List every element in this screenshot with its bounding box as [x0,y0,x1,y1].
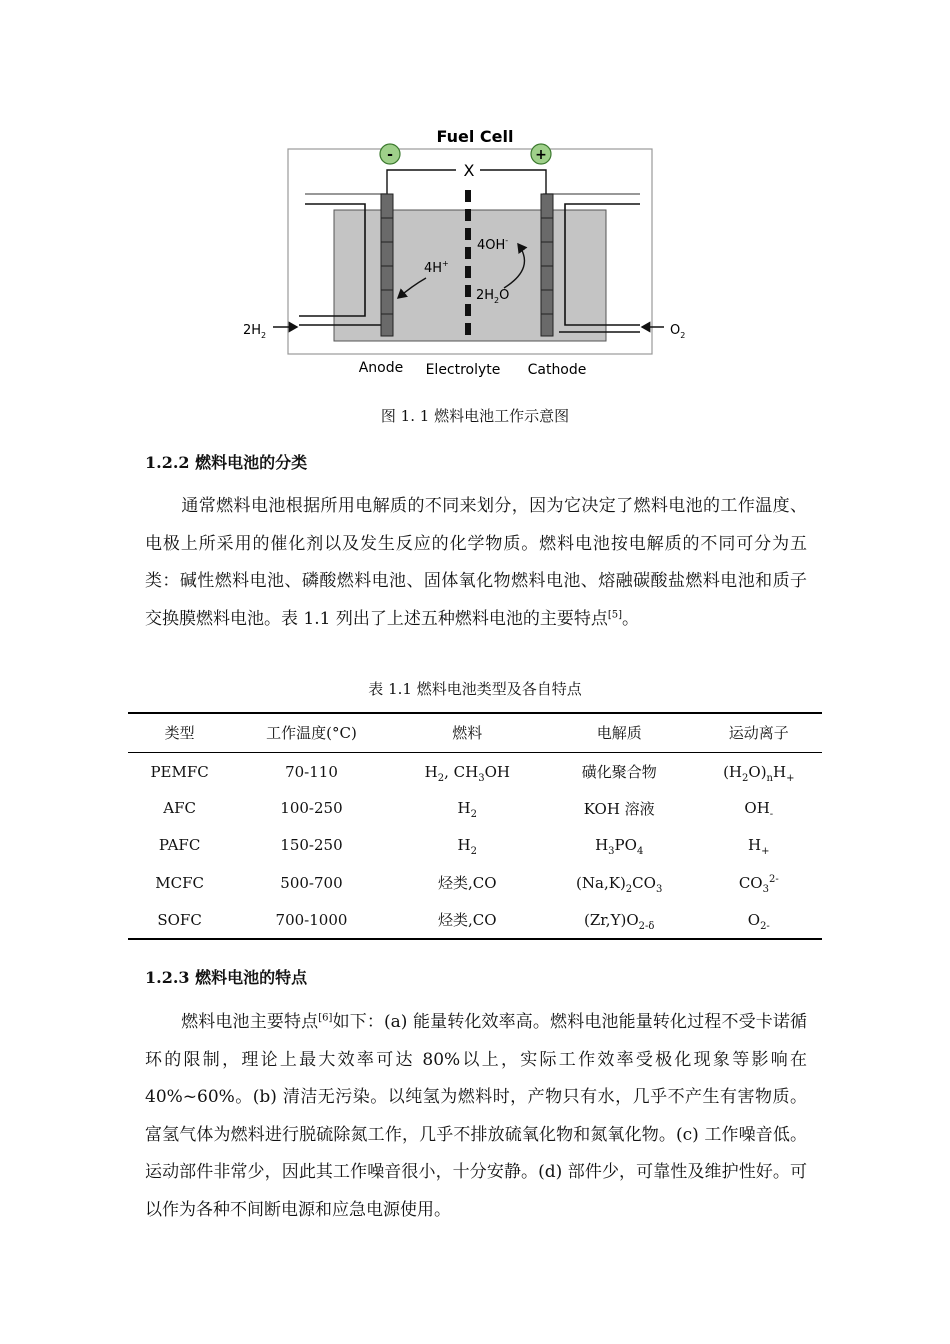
formula-text: CO [632,873,656,892]
formula-text: (Zr,Y)O [584,910,639,929]
cell-electrolyte [543,752,696,789]
anode-electrode [381,194,393,336]
paragraph-classification-end: 。 [622,608,640,629]
subscript: 3 [762,883,769,895]
cathode-label: Cathode [527,362,587,378]
figure-title: Fuel Cell [436,127,514,146]
cell-type: AFC [163,799,196,818]
electrolyte-label: Electrolyte [425,362,501,378]
fuel-cell-schematic [240,118,710,388]
cell-fuel [392,827,543,864]
table-row [128,902,822,939]
proton-label: 4H+ [424,259,449,276]
header-type: 类型 [128,713,231,752]
formula-text: H [457,799,471,818]
cell-fuel [392,902,543,939]
cell-temperature: 100-250 [280,799,343,818]
subscript: n [766,772,773,784]
table-row [128,789,822,826]
cell-fuel [392,752,543,789]
cell-type: MCFC [155,873,204,892]
fuel-cell-diagram [240,118,710,388]
formula-text: H [748,836,762,855]
formula-text: 磺化聚合物 [581,763,657,782]
formula-text: (Na,K) [576,873,626,892]
water-label: $2H_2O$ [476,288,510,305]
cell-electrolyte [543,864,696,901]
subscript: - [769,809,774,821]
subscript: 2- [760,920,770,932]
subscript: 2 [625,883,633,895]
h2-inlet-label: $2H_2$ [243,323,267,340]
cathode-electrode [541,194,553,336]
subscript: 2-δ [638,920,655,932]
superscript: 2- [768,873,779,885]
section-heading-1-2-3: 1.2.3 燃料电池的特点 [145,968,308,987]
cell-fuel [392,789,543,826]
fuel-cell-types-table [128,712,822,940]
header-electrolyte: 电解质 [543,713,696,752]
formula-text: O [747,910,761,929]
cell-mobile-ion [696,864,822,901]
subscript: 2 [470,809,478,821]
subscript: 4 [636,846,644,858]
formula-text: O) [748,762,767,781]
cell-temperature: 500-700 [280,873,343,892]
cell-mobile-ion [696,752,822,789]
table-caption: 表 1.1 燃料电池类型及各自特点 [368,680,582,698]
load-label: X [463,161,475,180]
hydroxide-label: 4OH- [477,236,509,253]
cell-type: SOFC [157,910,202,929]
section-heading-1-2-2: 1.2.2 燃料电池的分类 [145,453,308,472]
subscript: 3 [655,883,663,895]
formula-text: KOH 溶液 [583,799,655,818]
formula-text: 烃类,CO [438,874,497,893]
paragraph-features-start: 燃料电池主要特点 [181,1012,319,1032]
negative-terminal [380,144,400,164]
paragraph-classification [145,488,807,638]
table-row [128,827,822,864]
subscript: 2 [470,846,478,858]
table-row [128,864,822,901]
cell-electrolyte [543,789,696,826]
anode-label: Anode [358,360,404,376]
subscript: 3 [478,772,485,784]
formula-text: H [595,836,609,855]
cell-type: PAFC [158,836,201,855]
table-row [128,752,822,789]
o2-inlet-label: $O_2$ [670,323,686,340]
formula-text: OH [744,799,770,818]
formula-text: H [457,836,471,855]
formula-text: PO [614,836,637,855]
subscript: + [786,772,795,784]
positive-terminal [531,144,551,164]
cell-electrolyte [543,902,696,939]
formula-text: H [773,762,787,781]
formula-text: H [424,762,438,781]
figure-caption: 图 1. 1 燃料电池工作示意图 [380,407,570,425]
citation-6: [6] [318,1012,333,1024]
table-header-row [128,713,822,752]
formula-text: (H [723,762,743,781]
formula-text: , CH [444,762,479,781]
header-temperature: 工作温度(°C) [231,713,392,752]
subscript: 2 [742,772,749,784]
cell-temperature: 70-110 [285,762,338,781]
header-mobile-ion: 运动离子 [696,713,822,752]
cell-mobile-ion [696,789,822,826]
citation-5: [5] [607,608,623,620]
subscript: 2 [437,772,445,784]
cell-temperature: 150-250 [280,836,343,855]
cell-temperature: 700-1000 [275,910,348,929]
header-fuel: 燃料 [392,713,543,752]
formula-text: OH [484,762,510,781]
subscript: + [761,846,770,858]
cell-mobile-ion [696,827,822,864]
paragraph-features [145,1004,807,1229]
cell-electrolyte [543,827,696,864]
plus-sign: + [535,147,547,163]
formula-text: CO [738,873,763,892]
cell-type: PEMFC [150,762,209,781]
paragraph-features-text: 如下：(a) 能量转化效率高。燃料电池能量转化过程不受卡诺循环的限制，理论上最大效率可达 80%以上，实际工作效率受极化现象等影响在 40%~60%。(b) 清洁无污染。以纯氢为燃料时，产物只有水，几乎不产生有害物质。富氢气体为燃料进行脱硫除氮工作，几乎不排放硫氧化物和氮氧化物。(c) 工作噪音低。运动部件非常少，因此其工作噪音很小，十分安静。(d) 部件少，可靠性及维护性好。可以作为各种不间断电源和应急电源使用。 [145,1012,808,1220]
subscript: 3 [608,846,615,858]
cell-fuel [392,864,543,901]
paragraph-classification-text: 通常燃料电池根据所用电解质的不同来划分，因为它决定了燃料电池的工作温度、电极上所采用的催化剂以及发生反应的化学物质。燃料电池按电解质的不同可分为五类：碱性燃料电池、磷酸燃料电池、固体氧化物燃料电池、熔融碳酸盐燃料电池和质子交换膜燃料电池。表 1.1 列出了上述五种燃料电池的主要特点 [145,496,807,629]
cell-mobile-ion [696,902,822,939]
minus-sign: - [387,147,393,163]
formula-text: 烃类,CO [438,911,497,930]
